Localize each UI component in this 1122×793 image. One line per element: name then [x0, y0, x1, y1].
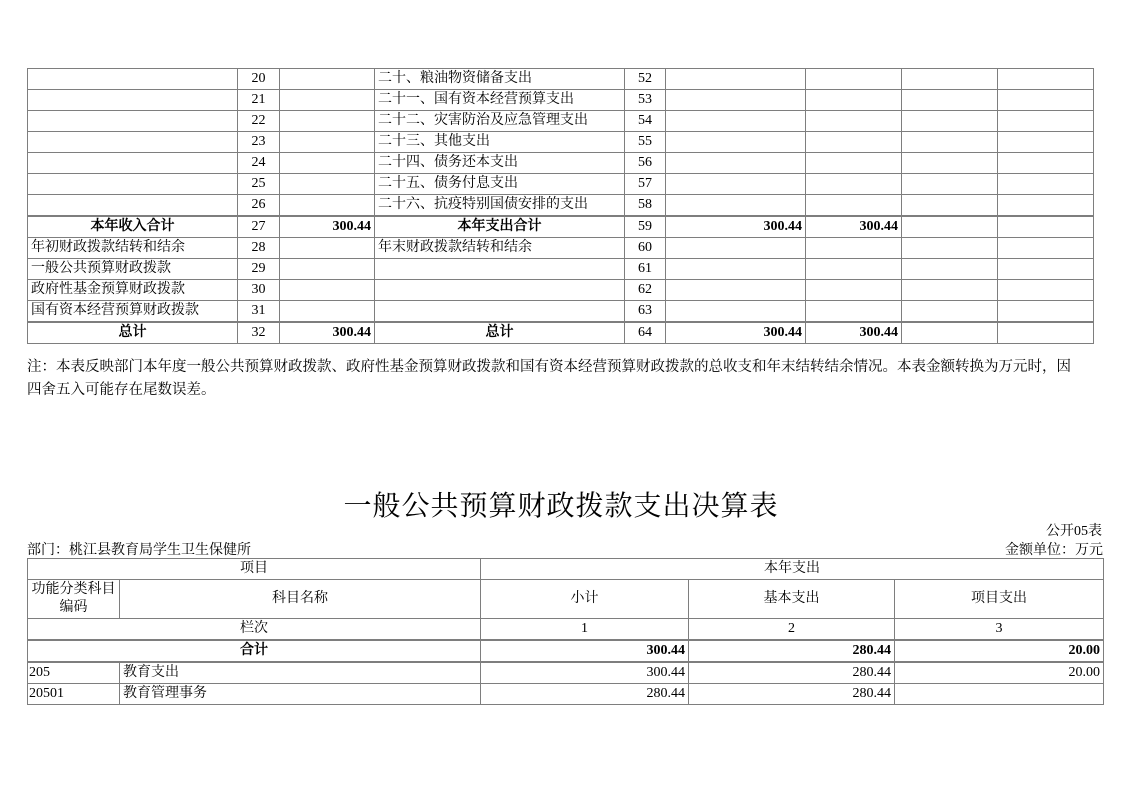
header-row-columns — [28, 580, 1104, 619]
income-amount-cell: 300.44 — [280, 216, 375, 238]
expenditure-line-no-cell: 60 — [625, 238, 666, 259]
income-line-no-cell: 32 — [238, 322, 280, 344]
expenditure-amount-cell-4 — [998, 322, 1094, 344]
income-line-no-cell: 20 — [238, 69, 280, 90]
summary-row — [28, 111, 1094, 132]
project-amount-cell: 20.00 — [895, 662, 1104, 684]
expenditure-amount-cell-3 — [902, 216, 998, 238]
summary-row — [28, 259, 1094, 280]
unit-label: 金额单位：万元 — [1005, 543, 1103, 558]
expenditure-line-no-cell: 54 — [625, 111, 666, 132]
income-line-no-cell: 24 — [238, 153, 280, 174]
expenditure-data-row — [28, 684, 1104, 705]
basic-amount-cell: 280.44 — [689, 640, 895, 662]
summary-row — [28, 174, 1094, 195]
project-amount-cell: 20.00 — [895, 640, 1104, 662]
table-number-label: 公开05表 — [1046, 524, 1102, 539]
expenditure-amount-cell-2 — [806, 132, 902, 153]
expenditure-amount-cell-4 — [998, 195, 1094, 217]
subtotal-amount-cell: 300.44 — [481, 640, 689, 662]
expenditure-amount-cell-2 — [806, 111, 902, 132]
income-item-cell — [28, 69, 238, 90]
expenditure-item-cell: 二十二、灾害防治及应急管理支出 — [375, 111, 625, 132]
expenditure-amount-cell-1 — [666, 153, 806, 174]
income-line-no-cell: 25 — [238, 174, 280, 195]
expenditure-line-no-cell: 57 — [625, 174, 666, 195]
expenditure-amount-cell-1: 300.44 — [666, 322, 806, 344]
expenditure-amount-cell-3 — [902, 174, 998, 195]
income-item-cell: 年初财政拨款结转和结余 — [28, 238, 238, 259]
income-item-cell: 总计 — [28, 322, 238, 344]
expenditure-item-cell: 年末财政拨款结转和结余 — [375, 238, 625, 259]
subtotal-amount-cell: 280.44 — [481, 684, 689, 705]
header-col-3: 3 — [895, 619, 1104, 641]
expenditure-item-cell: 二十四、债务还本支出 — [375, 153, 625, 174]
income-line-no-cell: 28 — [238, 238, 280, 259]
expenditure-amount-cell-2 — [806, 195, 902, 217]
expenditure-amount-cell-2: 300.44 — [806, 216, 902, 238]
income-item-cell: 一般公共预算财政拨款 — [28, 259, 238, 280]
header-project-expenditure: 项目支出 — [895, 580, 1104, 619]
summary-row — [28, 90, 1094, 111]
income-amount-cell — [280, 153, 375, 174]
expenditure-amount-cell-1 — [666, 238, 806, 259]
subject-name-cell: 教育管理事务 — [120, 684, 481, 705]
income-amount-cell — [280, 174, 375, 195]
header-row-index — [28, 619, 1104, 641]
expenditure-amount-cell-4 — [998, 174, 1094, 195]
expenditure-line-no-cell: 62 — [625, 280, 666, 301]
income-line-no-cell: 31 — [238, 301, 280, 323]
expenditure-amount-cell-3 — [902, 69, 998, 90]
summary-row — [28, 216, 1094, 238]
expenditure-item-cell: 二十六、抗疫特别国债安排的支出 — [375, 195, 625, 217]
income-item-cell: 国有资本经营预算财政拨款 — [28, 301, 238, 323]
expenditure-amount-cell-2 — [806, 69, 902, 90]
expenditure-line-no-cell: 58 — [625, 195, 666, 217]
expenditure-line-no-cell: 61 — [625, 259, 666, 280]
expenditure-amount-cell-2 — [806, 259, 902, 280]
header-row-index-label: 栏次 — [28, 619, 481, 641]
income-amount-cell — [280, 132, 375, 153]
expenditure-amount-cell-2 — [806, 153, 902, 174]
income-amount-cell — [280, 238, 375, 259]
expenditure-item-cell — [375, 259, 625, 280]
expenditure-amount-cell-3 — [902, 132, 998, 153]
income-amount-cell — [280, 69, 375, 90]
expenditure-amount-cell-3 — [902, 301, 998, 323]
expenditure-amount-cell-2 — [806, 280, 902, 301]
income-amount-cell: 300.44 — [280, 322, 375, 344]
basic-amount-cell: 280.44 — [689, 684, 895, 705]
table-meta-row — [27, 539, 1103, 559]
expenditure-amount-cell-2 — [806, 301, 902, 323]
summary-row — [28, 301, 1094, 323]
expenditure-amount-cell-4 — [998, 301, 1094, 323]
expenditure-amount-cell-4 — [998, 69, 1094, 90]
expenditure-amount-cell-1 — [666, 69, 806, 90]
header-function-code: 功能分类科目编码 — [28, 580, 120, 619]
expenditure-table-body — [28, 640, 1104, 705]
header-row-group — [28, 559, 1104, 580]
expenditure-item-cell — [375, 280, 625, 301]
income-amount-cell — [280, 301, 375, 323]
income-item-cell: 政府性基金预算财政拨款 — [28, 280, 238, 301]
expenditure-amount-cell-1 — [666, 132, 806, 153]
income-amount-cell — [280, 259, 375, 280]
expenditure-amount-cell-4 — [998, 153, 1094, 174]
subtotal-amount-cell: 300.44 — [481, 662, 689, 684]
department-label: 部门：桃江县教育局学生卫生保健所 — [27, 543, 251, 558]
summary-row — [28, 238, 1094, 259]
function-code-cell: 20501 — [28, 684, 120, 705]
function-code-cell: 205 — [28, 662, 120, 684]
header-basic-expenditure: 基本支出 — [689, 580, 895, 619]
income-item-cell — [28, 195, 238, 217]
income-item-cell — [28, 132, 238, 153]
header-year-expenditure: 本年支出 — [481, 559, 1104, 580]
header-subtotal: 小计 — [481, 580, 689, 619]
expenditure-item-cell: 本年支出合计 — [375, 216, 625, 238]
expenditure-item-cell: 二十、粮油物资储备支出 — [375, 69, 625, 90]
income-item-cell: 本年收入合计 — [28, 216, 238, 238]
income-item-cell — [28, 111, 238, 132]
expenditure-line-no-cell: 63 — [625, 301, 666, 323]
summary-row — [28, 153, 1094, 174]
income-line-no-cell: 21 — [238, 90, 280, 111]
expenditure-line-no-cell: 56 — [625, 153, 666, 174]
income-line-no-cell: 26 — [238, 195, 280, 217]
table-note: 注：本表反映部门本年度一般公共预算财政拨款、政府性基金预算财政拨款和国有资本经营预算财政拨款的总收支和年末结转结余情况。本表金额转换为万元时，因四舍五入可能存在尾数误差。 — [27, 359, 1071, 398]
expenditure-item-cell: 二十五、债务付息支出 — [375, 174, 625, 195]
expenditure-amount-cell-3 — [902, 90, 998, 111]
income-line-no-cell: 27 — [238, 216, 280, 238]
expenditure-amount-cell-4 — [998, 132, 1094, 153]
income-line-no-cell: 22 — [238, 111, 280, 132]
expenditure-amount-cell-1 — [666, 280, 806, 301]
income-line-no-cell: 23 — [238, 132, 280, 153]
expenditure-table — [27, 558, 1104, 705]
expenditure-item-cell: 二十三、其他支出 — [375, 132, 625, 153]
expenditure-amount-cell-3 — [902, 259, 998, 280]
expenditure-total-row — [28, 640, 1104, 662]
expenditure-amount-cell-2 — [806, 90, 902, 111]
expenditure-item-cell: 二十一、国有资本经营预算支出 — [375, 90, 625, 111]
expenditure-amount-cell-1 — [666, 174, 806, 195]
expenditure-data-row — [28, 662, 1104, 684]
expenditure-line-no-cell: 55 — [625, 132, 666, 153]
expenditure-amount-cell-1 — [666, 111, 806, 132]
expenditure-amount-cell-3 — [902, 153, 998, 174]
expenditure-amount-cell-3 — [902, 111, 998, 132]
income-item-cell — [28, 153, 238, 174]
expenditure-amount-cell-1 — [666, 195, 806, 217]
summary-row — [28, 322, 1094, 344]
expenditure-amount-cell-1 — [666, 259, 806, 280]
income-item-cell — [28, 90, 238, 111]
summary-row — [28, 69, 1094, 90]
income-amount-cell — [280, 111, 375, 132]
expenditure-amount-cell-4 — [998, 238, 1094, 259]
summary-table — [27, 68, 1094, 344]
header-col-1: 1 — [481, 619, 689, 641]
expenditure-amount-cell-4 — [998, 280, 1094, 301]
total-label-cell: 合计 — [28, 640, 481, 662]
expenditure-item-cell — [375, 301, 625, 323]
expenditure-amount-cell-3 — [902, 238, 998, 259]
header-col-2: 2 — [689, 619, 895, 641]
expenditure-line-no-cell: 59 — [625, 216, 666, 238]
expenditure-amount-cell-1 — [666, 301, 806, 323]
expenditure-amount-cell-4 — [998, 259, 1094, 280]
income-amount-cell — [280, 90, 375, 111]
expenditure-amount-cell-2 — [806, 238, 902, 259]
expenditure-amount-cell-2: 300.44 — [806, 322, 902, 344]
expenditure-table-head — [28, 559, 1104, 641]
expenditure-amount-cell-2 — [806, 174, 902, 195]
project-amount-cell — [895, 684, 1104, 705]
expenditure-amount-cell-1 — [666, 90, 806, 111]
header-subject-name: 科目名称 — [120, 580, 481, 619]
income-amount-cell — [280, 280, 375, 301]
expenditure-amount-cell-4 — [998, 90, 1094, 111]
basic-amount-cell: 280.44 — [689, 662, 895, 684]
summary-row — [28, 195, 1094, 217]
income-item-cell — [28, 174, 238, 195]
summary-row — [28, 280, 1094, 301]
expenditure-line-no-cell: 64 — [625, 322, 666, 344]
expenditure-line-no-cell: 53 — [625, 90, 666, 111]
expenditure-amount-cell-3 — [902, 280, 998, 301]
summary-row — [28, 132, 1094, 153]
expenditure-amount-cell-1: 300.44 — [666, 216, 806, 238]
section-title: 一般公共预算财政拨款支出决算表 — [343, 491, 779, 522]
expenditure-amount-cell-4 — [998, 216, 1094, 238]
income-line-no-cell: 30 — [238, 280, 280, 301]
summary-table-body — [28, 69, 1094, 344]
expenditure-item-cell: 总计 — [375, 322, 625, 344]
expenditure-amount-cell-3 — [902, 195, 998, 217]
header-project: 项目 — [28, 559, 481, 580]
income-amount-cell — [280, 195, 375, 217]
expenditure-amount-cell-3 — [902, 322, 998, 344]
expenditure-line-no-cell: 52 — [625, 69, 666, 90]
expenditure-amount-cell-4 — [998, 111, 1094, 132]
income-line-no-cell: 29 — [238, 259, 280, 280]
subject-name-cell: 教育支出 — [120, 662, 481, 684]
